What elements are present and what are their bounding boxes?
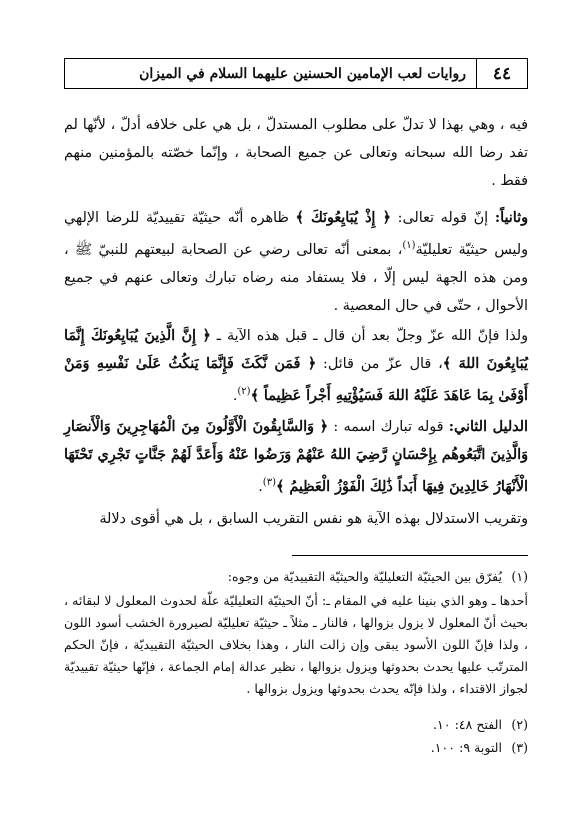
text-run: ولذا فإنّ الله عزّ وجلّ بعد أن قال ـ قبل هذه الآية ـ <box>210 328 529 344</box>
quran-quote: ﴿ إِنَّ الَّذِينَ يُبَايِعُونَكَ إِنَّمَا يُبَايِعُونَ اللهَ ﴾ <box>64 328 528 372</box>
paragraph-text <box>64 322 528 410</box>
footnote-text: التوبة ٩: ١٠٠. <box>430 740 502 755</box>
evidence-label: الدليل الثاني: <box>448 419 529 435</box>
footnote-3 <box>64 737 528 759</box>
footnote-number: (١) <box>511 569 528 584</box>
text-run: قوله تبارك اسمه : <box>328 419 449 435</box>
text-run: . <box>232 387 238 404</box>
footnote-ref: (٣) <box>262 477 276 488</box>
running-title: روايات لعب الإمامين الحسنين عليهما السلام في الميزان <box>139 65 466 82</box>
footnote-separator <box>292 555 528 556</box>
paragraph-text: وتقريب الاستدلال بهذه الآية هو نفس التقريب السابق ، بل هي أقوى دلالة <box>99 511 528 527</box>
paragraph-2 <box>64 204 528 320</box>
paragraph-1 <box>64 111 528 195</box>
footnote-number: (٣) <box>511 740 528 755</box>
page-number: ٤٤ <box>476 59 527 88</box>
footnote-ref: (١) <box>402 240 416 251</box>
footnote-ref: (٢) <box>237 386 251 397</box>
running-header <box>64 58 528 89</box>
quran-quote: ﴿ إِذْ يُبَايِعُونَكَ ﴾ <box>295 210 391 226</box>
text-run: ، بمعنى أنّه تعالى رضي عن الصحابة لبيعتهم للنبيّ ﷺ ، ومن هذه الجهة ليس إلّا ، فلا يستفاد منه رضاه تبارك وتعالى عنهم في جميع الأحوال ، حتّى في حال المعصية . <box>64 241 528 314</box>
footnote-1 <box>64 566 528 588</box>
quran-quote: ﴿ وَالسَّابِقُونَ الْأَوَّلُونَ مِنَ الْمُهَاجِرِينَ وَالْأَنصَارِ وَالَّذِينَ اتَّبَعُوهُم بِإِحْسَانٍ رَّضِيَ اللهُ عَنْهُمْ وَرَضُوا عَنْهُ وَأَعَدَّ لَهُمْ جَنَّاتٍ تَجْرِي تَحْتَهَا الْأَنْهَارُ خَالِدِينَ فِيهَا أَبَداً ذَٰلِكَ الْفَوْزُ الْعَظِيمُ ﴾ <box>64 419 528 495</box>
paragraph-3 <box>64 322 528 410</box>
footnote-text: الفتح ٤٨: ١٠. <box>433 717 502 732</box>
text-run: ظاهره أنّه حيثيّة تقييديّة للرضا الإلهي وليس حيثيّة تعليليّة <box>64 210 528 258</box>
quran-quote: ﴿ فَمَن نَّكَثَ فَإِنَّمَا يَنكُثُ عَلَىٰ نَفْسِهِ وَمَنْ أَوْفَىٰ بِمَا عَاهَدَ عَلَيْهُ اللهَ فَسَيُؤْتِيهِ أَجْراً عَظِيماً ﴾ <box>64 356 528 404</box>
paragraph-5 <box>64 505 528 533</box>
footnote-text: يُفرّق بين الحيثيّة التعليليّة والحيثيّة التقييديّة من وجوه: <box>227 569 502 584</box>
footnote-1-body: أحدها ـ وهو الذي بنينا عليه في المقام ـ: أنّ الحيثيّة التعليليّة علّة لحدوث المعلول لا لبقائه ، بحيث أنّ المعلول لا يزول بزوالها ، فالنار ـ مثلاً ـ حيثيّة تعليليّة لصيرورة الخشب أسود اللون ، ولذا فإنّ اللون الأسود يبقى وإن زالت النار ، وهذا بخلاف الحيثيّة التقييديّة ، فإنّ الحكم المترتّب عليها يحدث بحدوثها ويزول بزوالها ، نظير عدالة إمام الجماعة ، فإنّها حيثيّة تقييديّة لجواز الاقتداء ، ولذا فإنّه يحدث بحدوثها ويزول بزوالها . <box>64 593 528 696</box>
text-run: إنّ قوله تعالى: <box>390 210 495 226</box>
point-label: وثانياً: <box>494 210 528 226</box>
paragraph-text: فيه ، وهي بهذا لا تدلّ على مطلوب المستدلّ ، بل هي على خلافه أدلّ ، لأنّها لم تفد رضا الله سبحانه وتعالى عن جميع الصحابة ، وإنّما خصّته بالمؤمنين منهم فقط . <box>64 117 528 189</box>
paragraph-text <box>64 413 528 501</box>
paragraph-text <box>64 204 528 320</box>
text-run: . <box>258 478 263 495</box>
footnote-2 <box>64 714 528 736</box>
footnote-number: (٢) <box>511 717 528 732</box>
text-run: ، قال عزّ من قائل: <box>316 356 443 372</box>
paragraph-4 <box>64 413 528 501</box>
